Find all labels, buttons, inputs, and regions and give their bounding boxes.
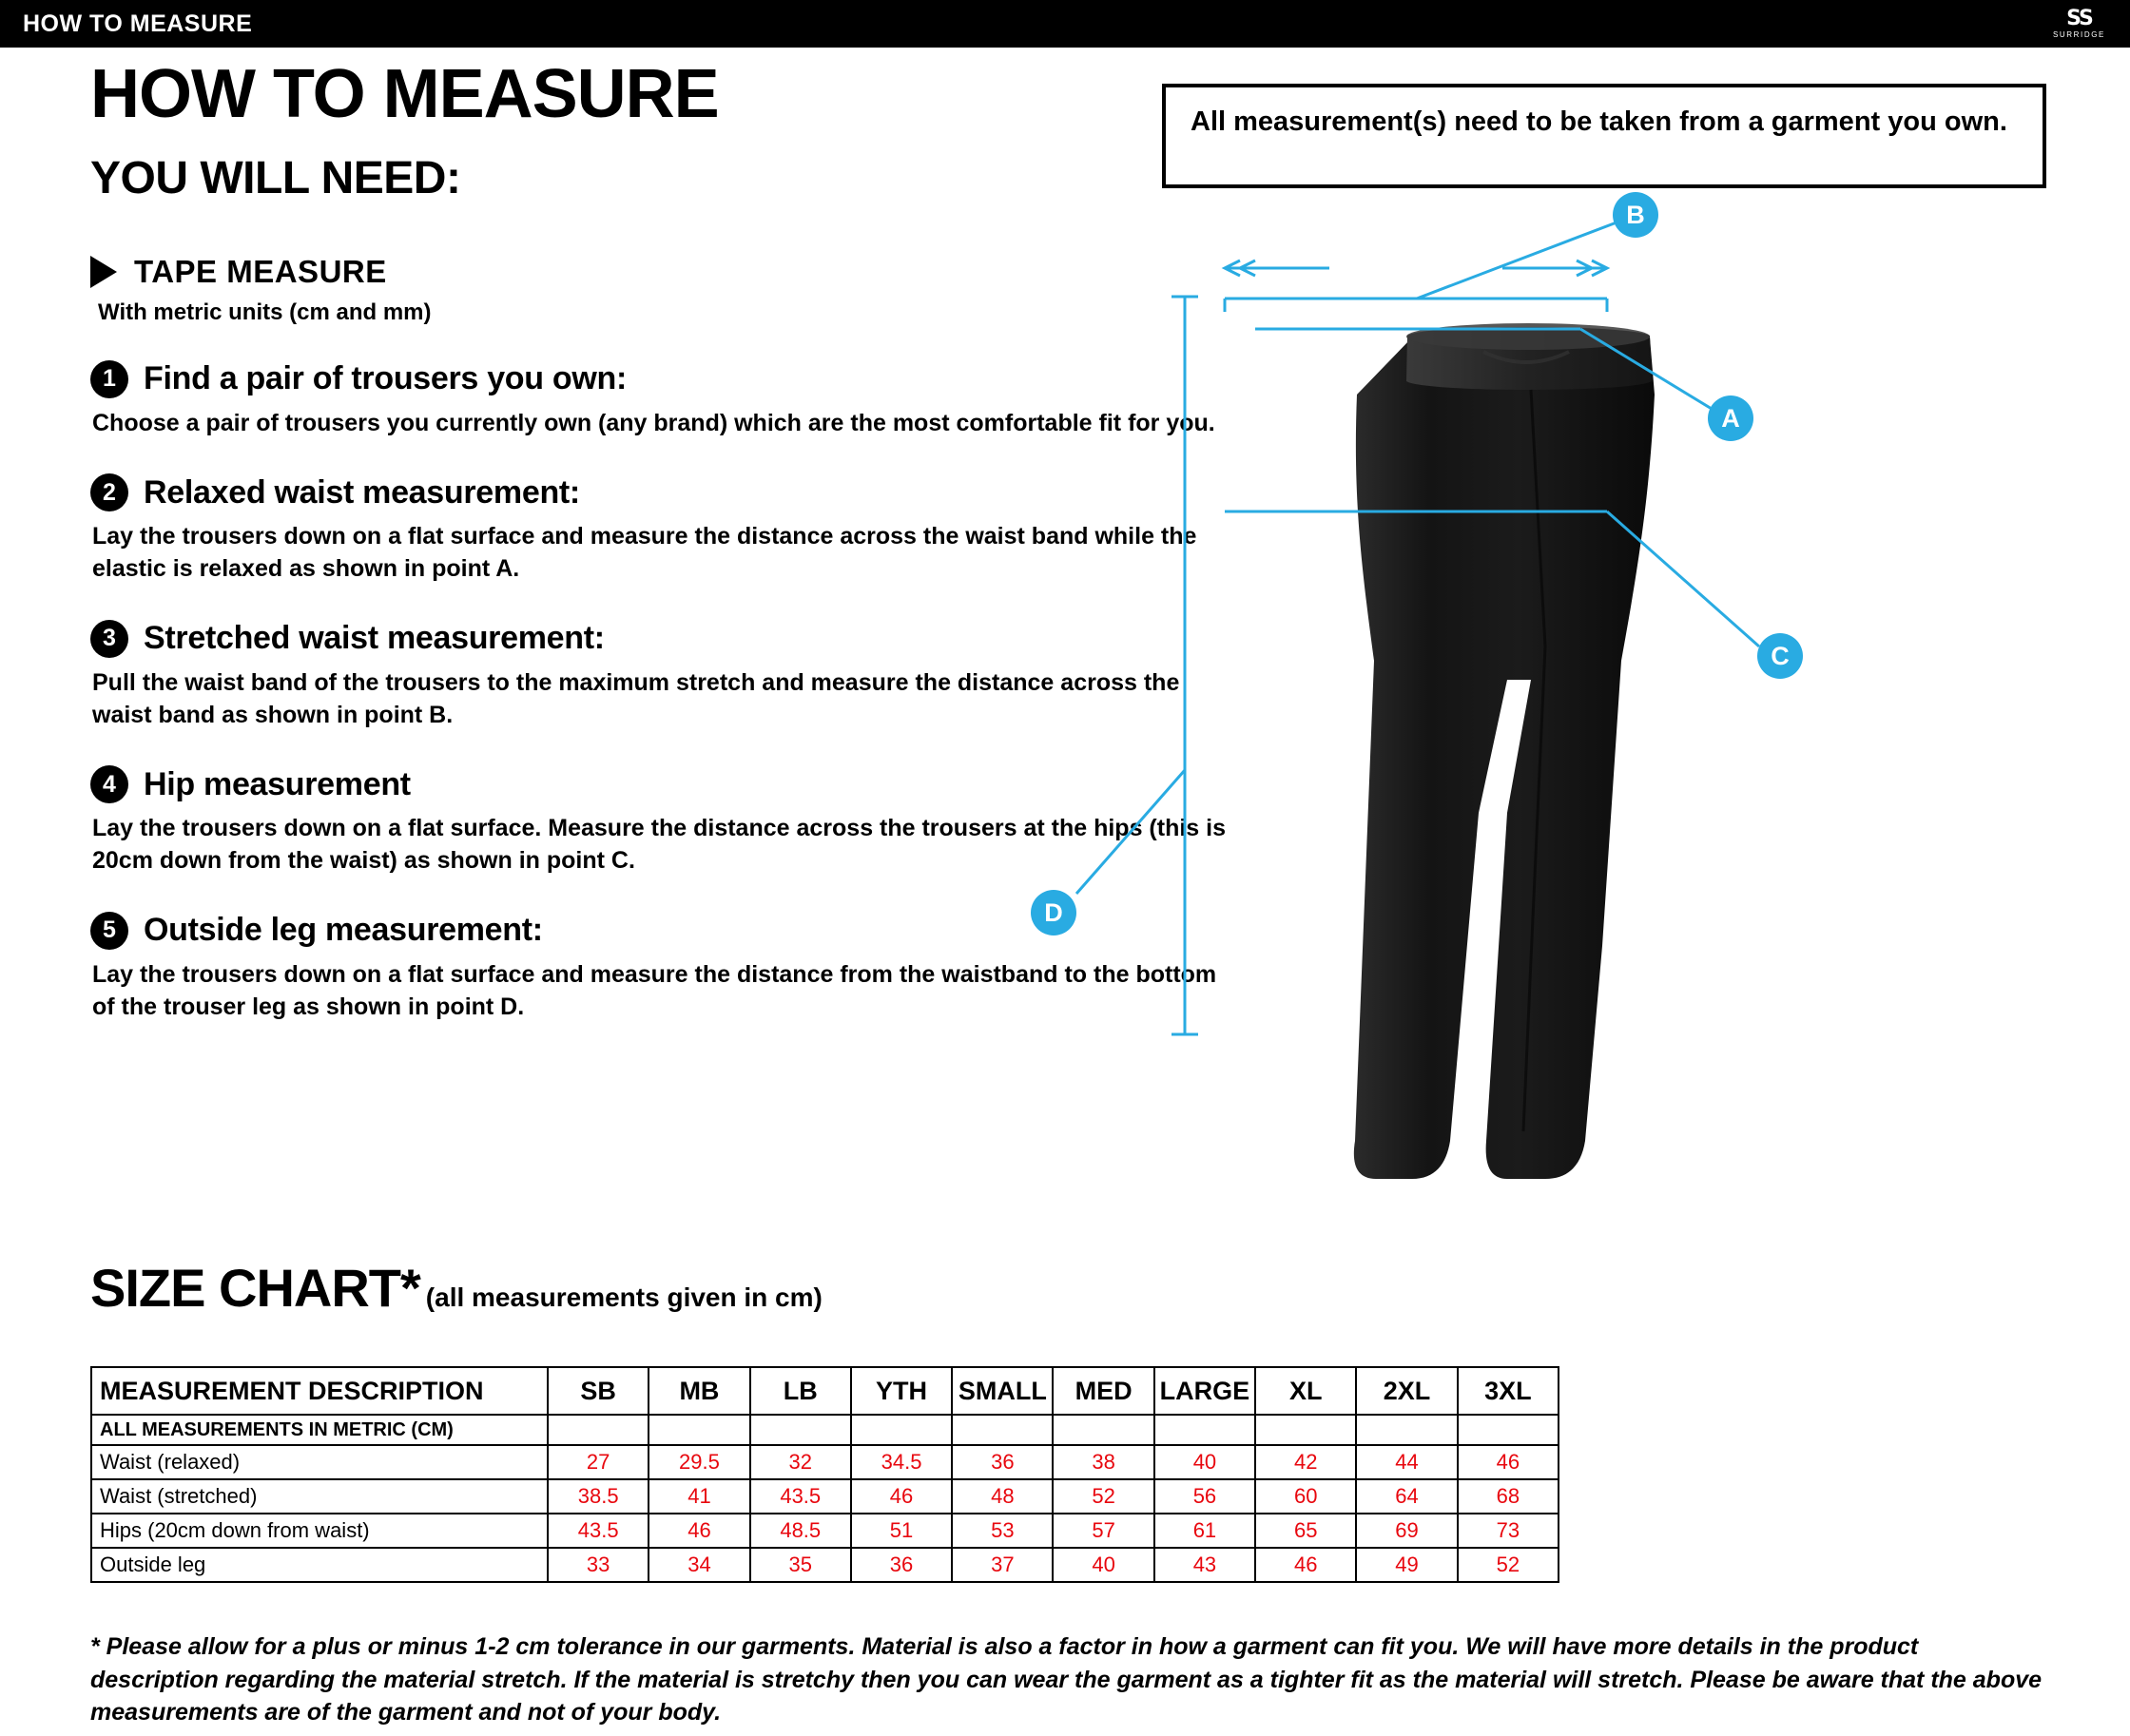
cell: 56 — [1154, 1479, 1255, 1514]
table-row — [91, 1514, 1559, 1548]
row-label-waist-relaxed: Waist (relaxed) — [91, 1445, 548, 1479]
cell: 33 — [548, 1548, 649, 1582]
cell: 64 — [1356, 1479, 1457, 1514]
step-5-title: Outside leg measurement: — [144, 912, 543, 949]
svg-text:C: C — [1771, 642, 1790, 670]
metric-note-cell — [649, 1415, 749, 1445]
cell: 37 — [952, 1548, 1053, 1582]
step-2 — [90, 473, 1231, 586]
step-3-body: Pull the waist band of the trousers to the maximum stretch and measure the distance across the waist band as shown in point B. — [92, 668, 1180, 728]
step-3 — [90, 620, 1231, 732]
step-1 — [90, 360, 1231, 440]
cell: 42 — [1255, 1445, 1356, 1479]
instructions-column — [90, 56, 1231, 1023]
metric-note-label: ALL MEASUREMENTS IN METRIC (CM) — [91, 1415, 548, 1445]
metric-note-cell — [1154, 1415, 1255, 1445]
column-header-sb: SB — [548, 1367, 649, 1415]
step-5-body: Lay the trousers down on a flat surface and measure the distance from the waistband to the bottom of the trouser leg as shown in point D. — [92, 960, 1217, 1020]
cell: 27 — [548, 1445, 649, 1479]
cell: 41 — [649, 1479, 749, 1514]
metric-note-cell — [1458, 1415, 1559, 1445]
row-label-waist-stretched: Waist (stretched) — [91, 1479, 548, 1514]
step-2-body: Lay the trousers down on a flat surface and measure the distance across the waist band while the elastic is relaxed as shown in point A. — [92, 523, 1197, 583]
column-header-small: SMALL — [952, 1367, 1053, 1415]
cell: 43.5 — [750, 1479, 851, 1514]
svg-text:S: S — [1662, 630, 1680, 664]
column-header-med: MED — [1053, 1367, 1153, 1415]
cell: 29.5 — [649, 1445, 749, 1479]
step-3-title: Stretched waist measurement: — [144, 620, 605, 657]
svg-text:SURRIDGE: SURRIDGE — [1656, 673, 1716, 684]
size-chart-heading — [90, 1257, 823, 1319]
brand-mark-icon: SS — [2066, 7, 2092, 30]
cell: 40 — [1154, 1445, 1255, 1479]
cell: 73 — [1458, 1514, 1559, 1548]
tape-measure-item — [90, 254, 1231, 290]
column-header-large: LARGE — [1154, 1367, 1255, 1415]
column-header-xl: XL — [1255, 1367, 1356, 1415]
metric-note-cell — [1255, 1415, 1356, 1445]
column-header-description: MEASUREMENT DESCRIPTION — [91, 1367, 548, 1415]
cell: 35 — [750, 1548, 851, 1582]
triangle-bullet-icon — [90, 256, 117, 288]
column-header-mb: MB — [649, 1367, 749, 1415]
step-4 — [90, 765, 1231, 878]
garment-diagram — [1044, 201, 2035, 1274]
row-label-outside-leg: Outside leg — [91, 1548, 548, 1582]
cell: 43 — [1154, 1548, 1255, 1582]
measurement-note-box — [1162, 84, 2046, 188]
cell: 43.5 — [548, 1514, 649, 1548]
column-header-3xl: 3XL — [1458, 1367, 1559, 1415]
step-3-header — [90, 620, 1231, 658]
cell: 46 — [851, 1479, 952, 1514]
step-4-body: Lay the trousers down on a flat surface. Measure the distance across the trousers at the hips (this is 20cm down from the waist) as shown in point C. — [92, 815, 1226, 875]
svg-text:B: B — [1626, 201, 1645, 229]
size-chart-note: (all measurements given in cm) — [425, 1283, 823, 1312]
metric-note-cell — [952, 1415, 1053, 1445]
section-subtitle: YOU WILL NEED: — [90, 152, 461, 203]
step-5-number: 5 — [90, 912, 128, 950]
cell: 48 — [952, 1479, 1053, 1514]
metric-note-cell — [1053, 1415, 1153, 1445]
metric-note-cell — [851, 1415, 952, 1445]
metric-note-cell — [548, 1415, 649, 1445]
step-4-number: 4 — [90, 765, 128, 803]
brand-logo — [2053, 9, 2105, 39]
cell: 38.5 — [548, 1479, 649, 1514]
step-3-number: 3 — [90, 620, 128, 658]
svg-text:D: D — [1044, 898, 1063, 927]
cell: 46 — [649, 1514, 749, 1548]
cell: 36 — [851, 1548, 952, 1582]
column-header-yth: YTH — [851, 1367, 952, 1415]
metric-note-cell — [1356, 1415, 1457, 1445]
metric-note-cell — [750, 1415, 851, 1445]
cell: 48.5 — [750, 1514, 851, 1548]
step-4-header — [90, 765, 1231, 803]
step-4-title: Hip measurement — [144, 765, 411, 802]
step-2-number: 2 — [90, 473, 128, 511]
brand-name-label: SURRIDGE — [2052, 30, 2105, 39]
step-1-header — [90, 360, 1231, 398]
cell: 34 — [649, 1548, 749, 1582]
cell: 51 — [851, 1514, 952, 1548]
cell: 40 — [1053, 1548, 1153, 1582]
cell: 46 — [1255, 1548, 1356, 1582]
column-header-2xl: 2XL — [1356, 1367, 1457, 1415]
column-header-lb: LB — [750, 1367, 851, 1415]
table-header-row — [91, 1367, 1559, 1415]
svg-text:A: A — [1721, 404, 1740, 433]
cell: 32 — [750, 1445, 851, 1479]
page-title: HOW TO MEASURE — [90, 56, 719, 132]
row-label-hips: Hips (20cm down from waist) — [91, 1514, 548, 1548]
top-bar — [0, 0, 2130, 48]
step-2-title: Relaxed waist measurement: — [144, 473, 580, 511]
tape-measure-label: TAPE MEASURE — [134, 253, 387, 289]
cell: 68 — [1458, 1479, 1559, 1514]
marker-B — [1613, 192, 1658, 238]
cell: 61 — [1154, 1514, 1255, 1548]
cell: 46 — [1458, 1445, 1559, 1479]
measurement-note-text: All measurement(s) need to be taken from a garment you own. — [1191, 106, 2007, 137]
cell: 57 — [1053, 1514, 1153, 1548]
marker-C — [1757, 633, 1803, 679]
table-row — [91, 1548, 1559, 1582]
garment-logo — [1656, 630, 1715, 684]
cell: 36 — [952, 1445, 1053, 1479]
marker-D — [1031, 890, 1076, 936]
cell: 52 — [1458, 1548, 1559, 1582]
top-bar-title: HOW TO MEASURE — [23, 10, 253, 37]
cell: 60 — [1255, 1479, 1356, 1514]
table-row-metric-note — [91, 1415, 1559, 1445]
step-2-header — [90, 473, 1231, 511]
cell: 69 — [1356, 1514, 1457, 1548]
trousers-illustration-shape — [1354, 323, 1655, 1179]
tolerance-footnote: * Please allow for a plus or minus 1-2 cm tolerance in our garments. Material is also a factor in how a garment can fit you. We will have more details in the product description regarding the material stretch. If the material is stretchy then you can wear the garment as a tighter fit as the material will stretch. Please be aware that the above measurements are of the garment and not of your body. — [90, 1633, 2043, 1726]
cell: 53 — [952, 1514, 1053, 1548]
cell: 34.5 — [851, 1445, 952, 1479]
cell: 52 — [1053, 1479, 1153, 1514]
size-chart-table — [90, 1366, 1559, 1583]
step-1-title: Find a pair of trousers you own: — [144, 360, 627, 397]
step-1-number: 1 — [90, 360, 128, 398]
tape-measure-note: With metric units (cm and mm) — [98, 299, 432, 325]
cell: 65 — [1255, 1514, 1356, 1548]
cell: 38 — [1053, 1445, 1153, 1479]
size-chart-title: SIZE CHART* — [90, 1258, 420, 1318]
cell: 49 — [1356, 1548, 1457, 1582]
table-row — [91, 1445, 1559, 1479]
cell: 44 — [1356, 1445, 1457, 1479]
marker-A — [1708, 395, 1753, 441]
step-1-body: Choose a pair of trousers you currently own (any brand) which are the most comfortable fit for you. — [92, 409, 1215, 436]
table-row — [91, 1479, 1559, 1514]
